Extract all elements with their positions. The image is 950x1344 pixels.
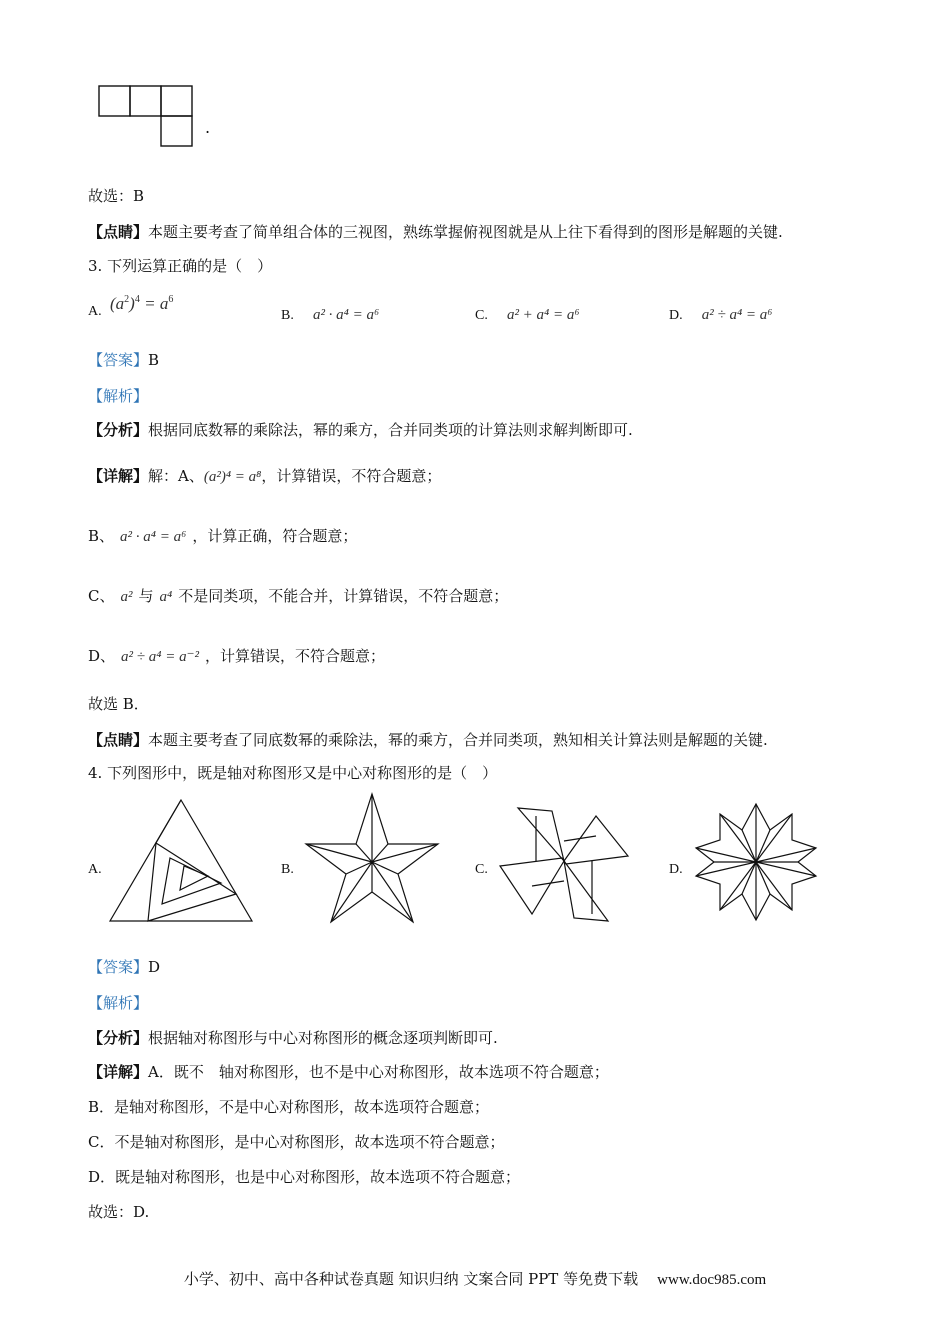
q4-choice: 故选：D.: [88, 1203, 150, 1221]
comment-text: 本题主要考查了同底数幂的乘除法，幂的乘方，合并同类项，熟知相关计算法则是解题的关键.: [148, 731, 768, 749]
q3-stem: 3. 下列运算正确的是（ ）: [88, 257, 273, 275]
q3-comment: [88, 730, 768, 750]
footer-text: 小学、初中、高中各种试卷真题 知识归纳 文案合同 PPT 等免费下载: [183, 1270, 639, 1288]
q3-analysis-tag: 【解析】: [88, 387, 149, 405]
option-label: C.: [475, 308, 488, 323]
comment-tag: 【点睛】: [88, 223, 149, 241]
answer-value: D: [148, 958, 161, 976]
detail-expr: a²: [120, 589, 133, 605]
detail-expr: a² · a⁴ = a⁶: [120, 529, 187, 545]
answer-tag: 【答案】: [88, 958, 149, 976]
q3-answer: [88, 350, 159, 370]
q4-answer: [88, 957, 160, 977]
answer-tag: 【答案】: [88, 351, 149, 369]
q3-detail-c: C、 a² 与 a⁴ 不是同类项，不能合并，计算错误，不符合题意；: [88, 587, 509, 605]
figure-period: .: [205, 118, 211, 137]
q4-option-label-c: C.: [475, 862, 488, 877]
q4-option-label-b: B.: [281, 862, 294, 877]
page-footer: [0, 1268, 950, 1289]
option-expr: a² ÷ a⁴ = a⁶: [701, 307, 773, 323]
footer-site: www.doc985.com: [657, 1272, 767, 1288]
answer-value: B: [148, 351, 160, 369]
q4-detail-b: B．是轴对称图形，不是中心对称图形，故本选项符合题意；: [88, 1098, 490, 1116]
q3-detail-b: B、 a² · a⁴ = a⁶ ，计算正确，符合题意；: [88, 527, 358, 545]
option-label: D.: [669, 308, 683, 323]
fenxi-tag: 【分析】: [88, 421, 149, 439]
q3-choice: 故选 B．: [88, 695, 149, 713]
q3-detail-d: D、 a² ÷ a⁴ = a⁻² ，计算错误，不符合题意；: [88, 647, 386, 665]
q3-detail-a: 【详解】解：A、(a²)⁴ = a⁸，计算错误，不符合题意；: [88, 467, 442, 485]
q3-option-a-expr: $(a^2)^4 = a^6$: [110, 294, 174, 313]
fenxi-tag: 【分析】: [88, 1029, 149, 1047]
q4-detail-a: 【详解】A．既不 轴对称图形，也不是中心对称图形，故本选项不符合题意；: [88, 1063, 609, 1081]
comment-text: 本题主要考查了简单组合体的三视图，熟练掌握俯视图就是从上往下看得到的图形是解题的关键.: [148, 223, 783, 241]
q4-detail-d: D．既是轴对称图形，也是中心对称图形，故本选项不符合题意；: [88, 1168, 521, 1186]
q4-detail-c: C．不是轴对称图形，是中心对称图形，故本选项不符合题意；: [88, 1133, 505, 1151]
option-label: A.: [88, 304, 102, 319]
detail-tag: 【详解】: [88, 467, 149, 485]
q3-option-c: [475, 304, 580, 324]
fenxi-text: 根据轴对称图形与中心对称图形的概念逐项判断即可.: [148, 1029, 498, 1047]
comment-tag: 【点睛】: [88, 731, 149, 749]
q2-choice: 故选：B: [88, 187, 145, 205]
q4-figure-b-star: [302, 792, 442, 924]
q4-figure-d-rosette: [688, 800, 824, 924]
detail-expr: a⁴: [159, 589, 173, 605]
detail-expr: (a²)⁴ = a⁸: [203, 469, 262, 485]
q3-option-b: [281, 304, 379, 324]
q4-option-label-a: A.: [88, 862, 102, 877]
q4-figure-a-triangle: [108, 798, 254, 924]
q4-analysis-tag: 【解析】: [88, 994, 149, 1012]
q4-stem: 4. 下列图形中，既是轴对称图形又是中心对称图形的是（ ）: [88, 764, 498, 782]
option-expr: a² · a⁴ = a⁶: [312, 307, 380, 323]
q3-fenxi: [88, 420, 633, 440]
detail-expr: a² ÷ a⁴ = a⁻²: [121, 649, 200, 665]
option-label: B.: [281, 308, 294, 323]
detail-tag: 【详解】: [88, 1063, 149, 1081]
q4-fenxi: [88, 1028, 498, 1048]
top-view-figure: [98, 85, 198, 149]
q2-comment: [88, 222, 783, 242]
q4-figure-c-pinwheel: [496, 806, 632, 924]
fenxi-text: 根据同底数幂的乘除法，幂的乘方，合并同类项的计算法则求解判断即可.: [148, 421, 633, 439]
option-expr: a² + a⁴ = a⁶: [506, 307, 580, 323]
q4-option-label-d: D.: [669, 862, 683, 877]
q3-option-a: [88, 300, 102, 320]
q3-option-d: [669, 304, 773, 324]
